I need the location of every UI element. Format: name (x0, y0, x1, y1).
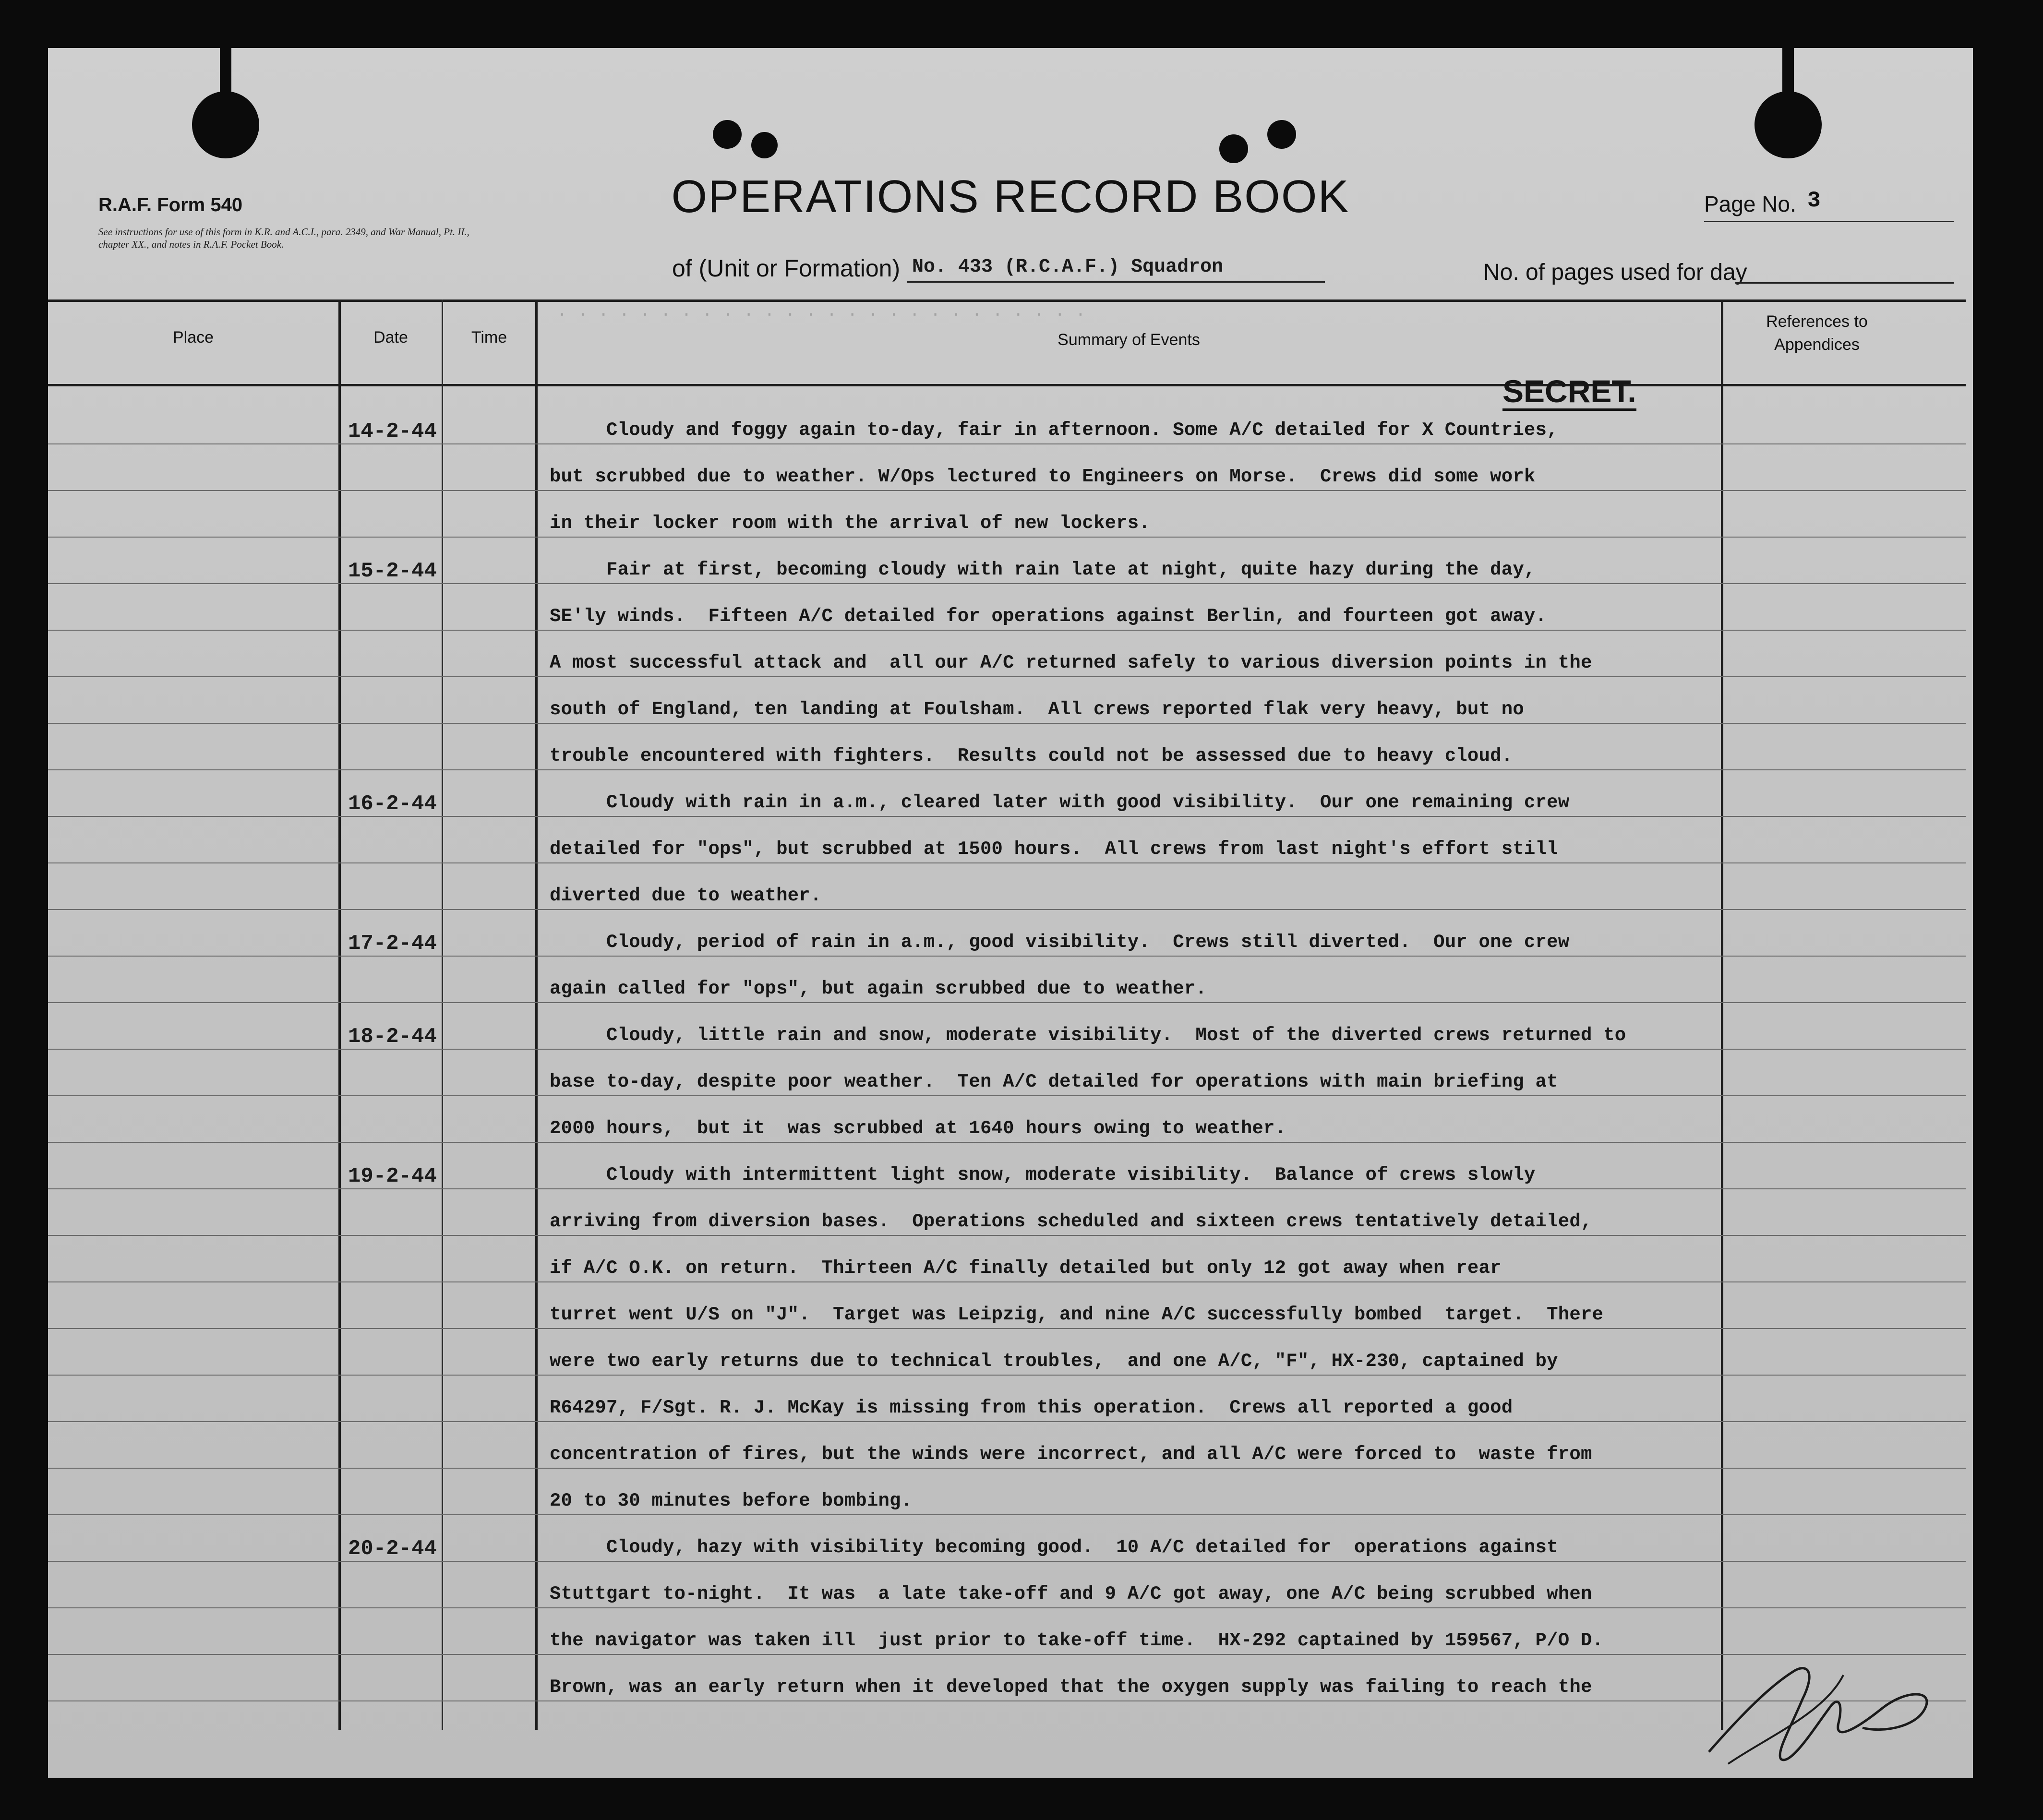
entry-line: 2000 hours, but it was scrubbed at 1640 hours owing to weather. (550, 1118, 1286, 1139)
pages-per-day-label: No. of pages used for day (1483, 260, 1747, 285)
ruled-line (48, 1049, 1966, 1050)
entry-line: Cloudy, little rain and snow, moderate visibility. Most of the diverted crews returned to (550, 1025, 1626, 1046)
table-top-rule (48, 299, 1966, 302)
secret-stamp: SECRET. (1502, 374, 1636, 411)
binder-hole-right (1755, 91, 1822, 158)
entry-line: A most successful attack and all our A/C returned safely to various diversion points in the (550, 652, 1592, 673)
punch-hole (751, 132, 778, 158)
header-bottom-rule (48, 384, 1966, 386)
entry-line: Cloudy with intermittent light snow, moderate visibility. Balance of crews slowly (550, 1164, 1536, 1185)
ruled-line (48, 583, 1966, 584)
punch-hole (1267, 120, 1296, 149)
ruled-line (48, 1281, 1966, 1282)
column-header-time: Time (471, 328, 507, 347)
ruled-line (48, 1468, 1966, 1469)
entry-line: detailed for "ops", but scrubbed at 1500 hours. All crews from last night's effort still (550, 838, 1558, 860)
entry-line: Stuttgart to-night. It was a late take-off and 9 A/C got away, one A/C being scrubbed when (550, 1583, 1592, 1604)
page-number-label: Page No. (1704, 192, 1796, 216)
ruled-line (48, 1235, 1966, 1236)
unit-field (907, 253, 1325, 283)
ruled-line (48, 1654, 1966, 1655)
unit-value: No. 433 (R.C.A.F.) Squadron (912, 256, 1224, 278)
entry-line: trouble encountered with fighters. Results could not be assessed due to heavy cloud. (550, 745, 1513, 766)
binder-slot-right (1782, 48, 1794, 101)
entry-line: SE'ly winds. Fifteen A/C detailed for operations against Berlin, and fourteen got away. (550, 606, 1547, 627)
entry-date: 15-2-44 (348, 559, 437, 583)
entry-line: turret went U/S on "J". Target was Leipzig, and nine A/C successfully bombed target. There (550, 1304, 1604, 1325)
unit-label: of (Unit or Formation) (672, 255, 901, 282)
binder-slot-left (220, 48, 231, 101)
ruled-line (48, 443, 1966, 444)
ruled-line (48, 1328, 1966, 1329)
entry-line: concentration of fires, but the winds were incorrect, and all A/C were forced to waste from (550, 1444, 1592, 1465)
entry-line: diverted due to weather. (550, 885, 822, 906)
ruled-line (48, 1514, 1966, 1515)
divider-time-summary (535, 299, 538, 1730)
record-table (48, 299, 1966, 1739)
entry-date: 19-2-44 (348, 1164, 437, 1188)
signature-mark (1699, 1656, 1949, 1766)
page-title: OPERATIONS RECORD BOOK (671, 171, 1350, 222)
pages-per-day-field (1735, 282, 1954, 284)
entry-line: Cloudy, period of rain in a.m., good visibility. Crews still diverted. Our one crew (550, 932, 1570, 953)
ruled-line (48, 723, 1966, 724)
divider-date-time (442, 299, 443, 1730)
ruled-line (48, 1561, 1966, 1562)
ruled-line (48, 1421, 1966, 1422)
entry-line: south of England, ten landing at Foulsham. All crews reported flak very heavy, but no (550, 699, 1524, 720)
entry-line: again called for "ops", but again scrubbed due to weather. (550, 978, 1207, 999)
ruled-line (48, 537, 1966, 538)
entry-line: were two early returns due to technical troubles, and one A/C, "F", HX-230, captained by (550, 1351, 1558, 1372)
column-header-references: References to Appendices (1766, 312, 1868, 354)
page-number-field (1704, 188, 1954, 222)
column-header-summary: Summary of Events (1058, 331, 1200, 349)
entry-line: the navigator was taken ill just prior to take-off time. HX-292 captained by 159567, P/O D. (550, 1630, 1604, 1651)
entry-date: 17-2-44 (348, 932, 437, 956)
entry-line: if A/C O.K. on return. Thirteen A/C finally detailed but only 12 got away when rear (550, 1257, 1502, 1279)
ruled-line (48, 862, 1966, 863)
entry-line: 20 to 30 minutes before bombing. (550, 1490, 913, 1511)
entry-line: in their locker room with the arrival of new lockers. (550, 513, 1151, 534)
entry-line: R64297, F/Sgt. R. J. McKay is missing from this operation. Crews all reported a good (550, 1397, 1513, 1418)
entry-date: 20-2-44 (348, 1537, 437, 1561)
column-header-date: Date (373, 328, 408, 347)
ruled-line (48, 956, 1966, 957)
column-header-place: Place (172, 328, 214, 347)
entry-date: 14-2-44 (348, 419, 437, 443)
ruled-line (48, 490, 1966, 491)
entry-date: 18-2-44 (348, 1025, 437, 1049)
ruled-line (48, 1188, 1966, 1189)
entry-line: Fair at first, becoming cloudy with rain late at night, quite hazy during the day, (550, 559, 1536, 580)
ruled-line (48, 1095, 1966, 1096)
entry-line: Brown, was an early return when it developed that the oxygen supply was failing to reach the (550, 1676, 1592, 1698)
page-number-value: 3 (1807, 188, 1821, 213)
entry-line: Cloudy and foggy again to-day, fair in afternoon. Some A/C detailed for X Countries, (550, 419, 1558, 441)
form-id: R.A.F. Form 540 (98, 194, 243, 216)
binder-hole-left (192, 91, 259, 158)
divider-place-date (338, 299, 341, 1730)
ruled-line (48, 1607, 1966, 1608)
ruled-line (48, 816, 1966, 817)
record-sheet (48, 48, 1973, 1778)
entry-line: but scrubbed due to weather. W/Ops lectured to Engineers on Morse. Crews did some work (550, 466, 1536, 487)
bleed-through-text: · · · · · · · · · · · · · · · · · · · · · · · · · · (557, 304, 1086, 324)
entry-line: base to-day, despite poor weather. Ten A/C detailed for operations with main briefing at (550, 1071, 1558, 1092)
entry-date: 16-2-44 (348, 792, 437, 816)
ruled-line (48, 1375, 1966, 1376)
ruled-line (48, 909, 1966, 910)
ruled-line (48, 769, 1966, 770)
punch-hole (1219, 134, 1248, 163)
ruled-line (48, 630, 1966, 631)
ruled-line (48, 1002, 1966, 1003)
ruled-line (48, 1700, 1966, 1701)
entry-line: Cloudy, hazy with visibility becoming good. 10 A/C detailed for operations against (550, 1537, 1558, 1558)
punch-hole (713, 120, 742, 149)
entry-line: arriving from diversion bases. Operations scheduled and sixteen crews tentatively detailed, (550, 1211, 1592, 1232)
entry-line: Cloudy with rain in a.m., cleared later with good visibility. Our one remaining crew (550, 792, 1570, 813)
ruled-line (48, 676, 1966, 677)
ruled-line (48, 1142, 1966, 1143)
form-instructions: See instructions for use of this form in K.R. and A.C.I., para. 2349, and War Manual, Pt. II., chapter XX., and notes in R.A.F. Pocket Book. (98, 226, 469, 250)
